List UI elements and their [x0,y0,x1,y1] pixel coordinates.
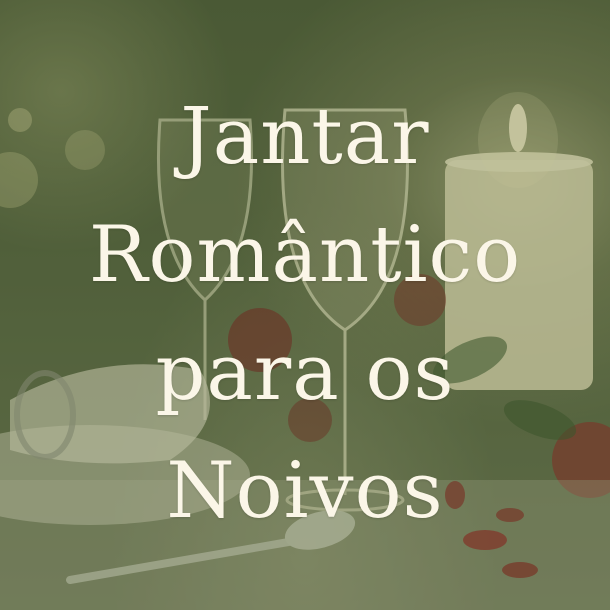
title-line-4: Noivos [166,446,444,536]
title-line-2: Romântico [88,210,522,300]
title-text [0,78,610,550]
title-line-1: Jantar [180,92,430,182]
title-line-3: para os [155,328,455,418]
